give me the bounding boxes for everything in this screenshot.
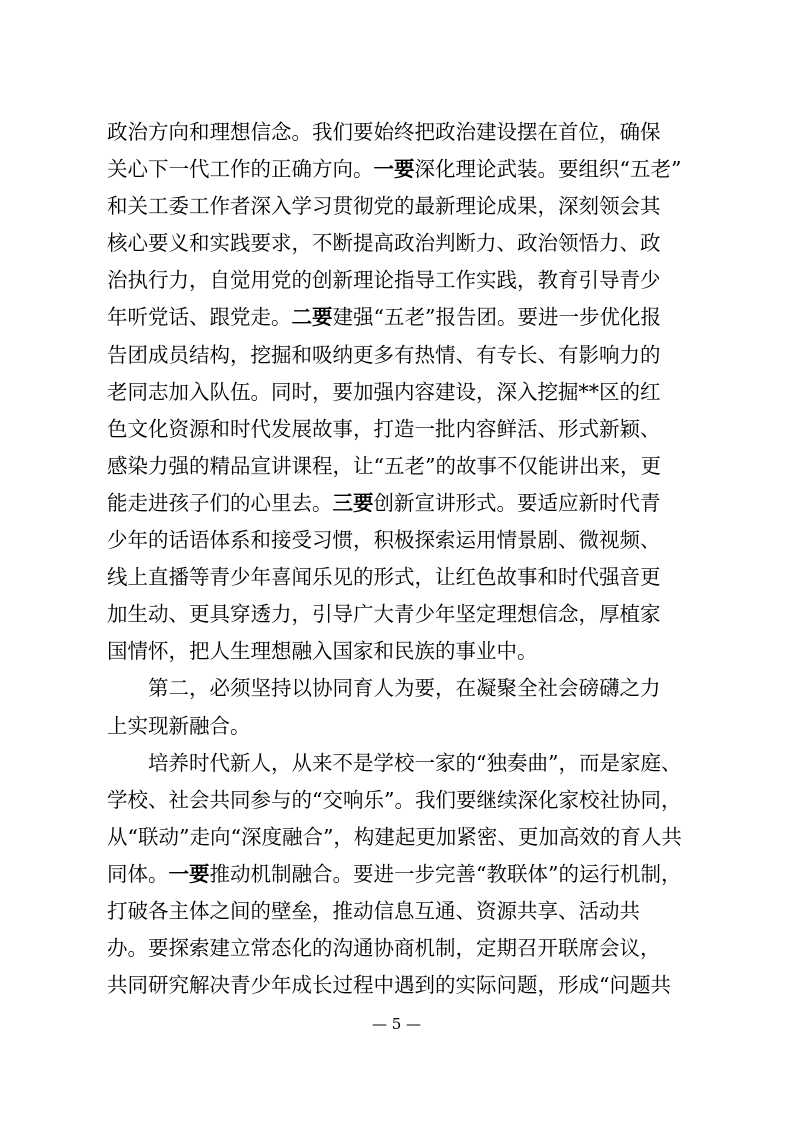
text-segment: 推动机制融合。要进一步完善“教联体”的运行机制，: [209, 861, 682, 886]
text-line: 从“联动”走向“深度融合”，构建起更加紧密、更加高效的育人共: [107, 824, 682, 849]
text-segment: 深化理论武装。要组织“五老”: [414, 157, 682, 182]
text-line: 色文化资源和时代发展故事，打造一批内容鲜活、形式新颖、: [107, 416, 661, 441]
text-line: 打破各主体之间的壁垒，推动信息互通、资源共享、活动共: [107, 898, 640, 923]
text-line: 加生动、更具穿透力，引导广大青少年坚定理想信念，厚植家: [107, 602, 661, 627]
text-line: 核心要义和实践要求，不断提高政治判断力、政治领悟力、政: [107, 231, 661, 256]
text-segment: 创新宣讲形式。要适应新时代青: [373, 490, 661, 515]
text-line: 治执行力，自觉用党的创新理论指导工作实践，教育引导青少: [107, 268, 661, 293]
text-line: 老同志加入队伍。同时，要加强内容建设，深入挖掘**区的红: [107, 379, 661, 404]
text-line: [107, 151, 687, 188]
text-line: [107, 485, 687, 522]
text-line: [107, 299, 687, 336]
emphasis-text: 三要: [332, 490, 374, 515]
text-line: 共同研究解决青少年成长过程中遇到的实际问题，形成“问题共: [107, 973, 671, 998]
text-line: 少年的话语体系和接受习惯，积极探索运用情景剧、微视频、: [107, 528, 661, 553]
text-line: 告团成员结构，挖掘和吸纳更多有热情、有专长、有影响力的: [107, 342, 661, 367]
page-number: — 5 —: [371, 1015, 422, 1033]
text-line: 和关工委工作者深入学习贯彻党的最新理论成果，深刻领会其: [107, 194, 661, 219]
text-line: 感染力强的精品宣讲课程，让“五老”的故事不仅能讲出来，更: [107, 453, 661, 478]
text-segment: 建强“五老”报告团。要进一步优化报: [332, 305, 661, 330]
text-line: 国情怀，把人生理想融入国家和民族的事业中。: [107, 639, 538, 664]
section-heading-line: 第二，必须坚持以协同育人为要，在凝聚全社会磅礴之力: [148, 676, 661, 701]
text-segment: 年听党话、跟党走。: [107, 305, 292, 330]
emphasis-text: 一要: [373, 157, 415, 182]
emphasis-text: 一要: [168, 861, 210, 886]
text-line: 学校、社会共同参与的“交响乐”。我们要继续深化家校社协同，: [107, 787, 682, 812]
text-line: 办。要探索建立常态化的沟通协商机制，定期召开联席会议，: [107, 936, 661, 961]
text-line: [107, 856, 687, 893]
section-heading-line: 上实现新融合。: [107, 713, 251, 738]
text-line: 线上直播等青少年喜闻乐见的形式，让红色故事和时代强音更: [107, 565, 661, 590]
text-line: 培养时代新人，从来不是学校一家的“独奏曲”，而是家庭、: [148, 750, 682, 775]
text-segment: 同体。: [107, 861, 169, 886]
emphasis-text: 二要: [291, 305, 333, 330]
text-segment: 能走进孩子们的心里去。: [107, 490, 333, 515]
body-text: [107, 114, 687, 1004]
text-segment: 关心下一代工作的正确方向。: [107, 157, 374, 182]
text-line: 政治方向和理想信念。我们要始终把政治建设摆在首位，确保: [107, 120, 661, 144]
